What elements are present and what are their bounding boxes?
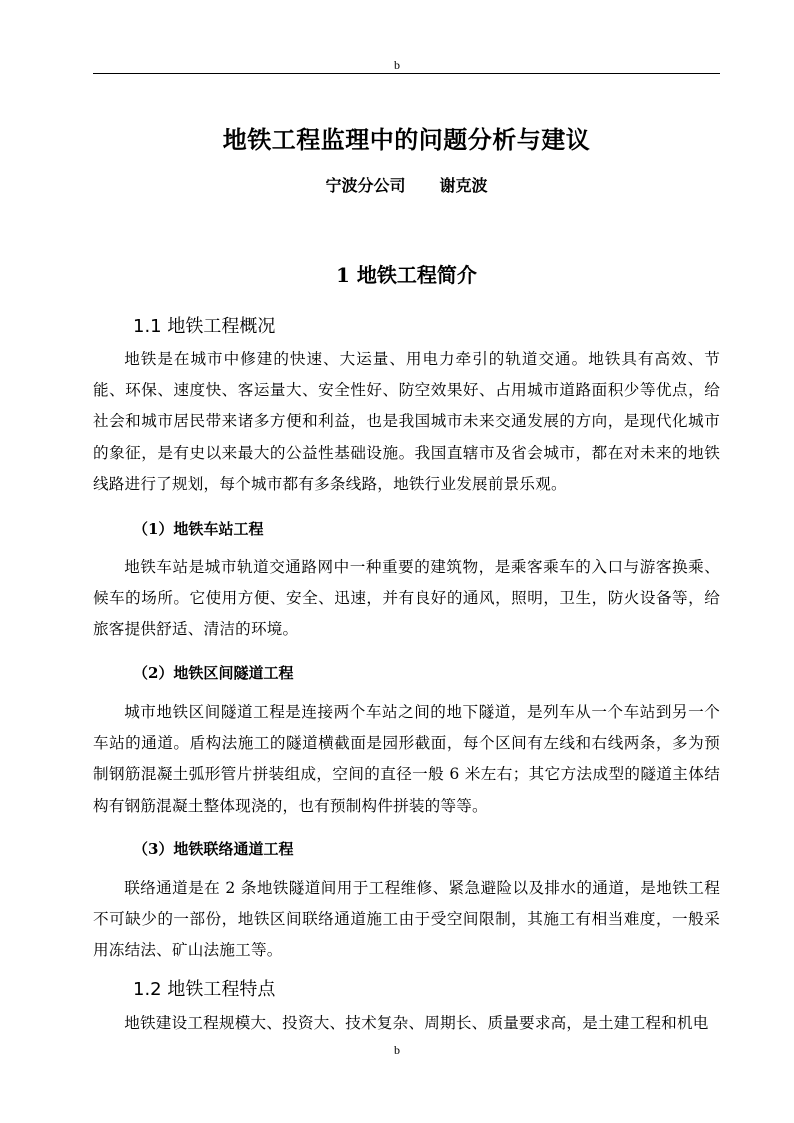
section-1-1-paragraph: 地铁是在城市中修建的快速、大运量、用电力牵引的轨道交通。地铁具有高效、节能、环保、速度快、客运量大、安全性好、防空效果好、占用城市道路面积少等优点，给社会和城市居民带来诸多方便和利益，也是我国城市未来交通发展的方向，是现代化城市的象征，是有史以来最大的公益性基础设施。我国直辖市及省会城市，都在对未来的地铁线路进行了规划，每个城市都有多条线路，地铁行业发展前景乐观。 [93,350,720,493]
item-1-heading: （1）地铁车站工程 [133,520,264,538]
item-1-paragraph: 地铁车站是城市轨道交通路网中一种重要的建筑物，是乘客乘车的入口与游客换乘、候车的场所。它使用方便、安全、迅速，并有良好的通风，照明，卫生，防火设备等，给旅客提供舒适、清洁的环境。 [93,558,720,639]
document-title: 地铁工程监理中的问题分析与建议 [222,125,591,154]
header-divider [93,73,720,74]
byline-organization: 宁波分公司 [325,176,406,195]
item-2-paragraph: 城市地铁区间隧道工程是连接两个车站之间的地下隧道，是列车从一个车站到另一个车站的通道。盾构法施工的隧道横截面是园形截面，每个区间有左线和右线两条，多为预制钢筋混凝土弧形管片拼装组成，空间的直径一般 6 米左右；其它方法成型的隧道主体结构有钢筋混凝土整体现浇的，也有预制构件拼装的等等。 [93,703,720,815]
item-3-paragraph: 联络通道是在 2 条地铁隧道间用于工程维修、紧急避险以及排水的通道，是地铁工程不可缺少的一部份，地铁区间联络通道施工由于受空间限制，其施工有相当难度，一般采用冻结法、矿山法施工等。 [93,879,720,960]
item-3-heading: （3）地铁联络通道工程 [133,840,294,858]
byline-author: 谢克波 [439,176,488,195]
page-header-mark: b [394,58,400,72]
section-1-2-paragraph: 地铁建设工程规模大、投资大、技术复杂、周期长、质量要求高，是土建工程和机电 [124,1014,709,1032]
section-1-2-heading: 1.2 地铁工程特点 [133,979,276,1000]
section-1-heading: 1 地铁工程简介 [336,263,477,287]
item-2-heading: （2）地铁区间隧道工程 [133,664,294,682]
byline [93,175,720,197]
section-1-1-heading: 1.1 地铁工程概况 [133,316,276,337]
page-footer-mark: b [394,1043,400,1057]
